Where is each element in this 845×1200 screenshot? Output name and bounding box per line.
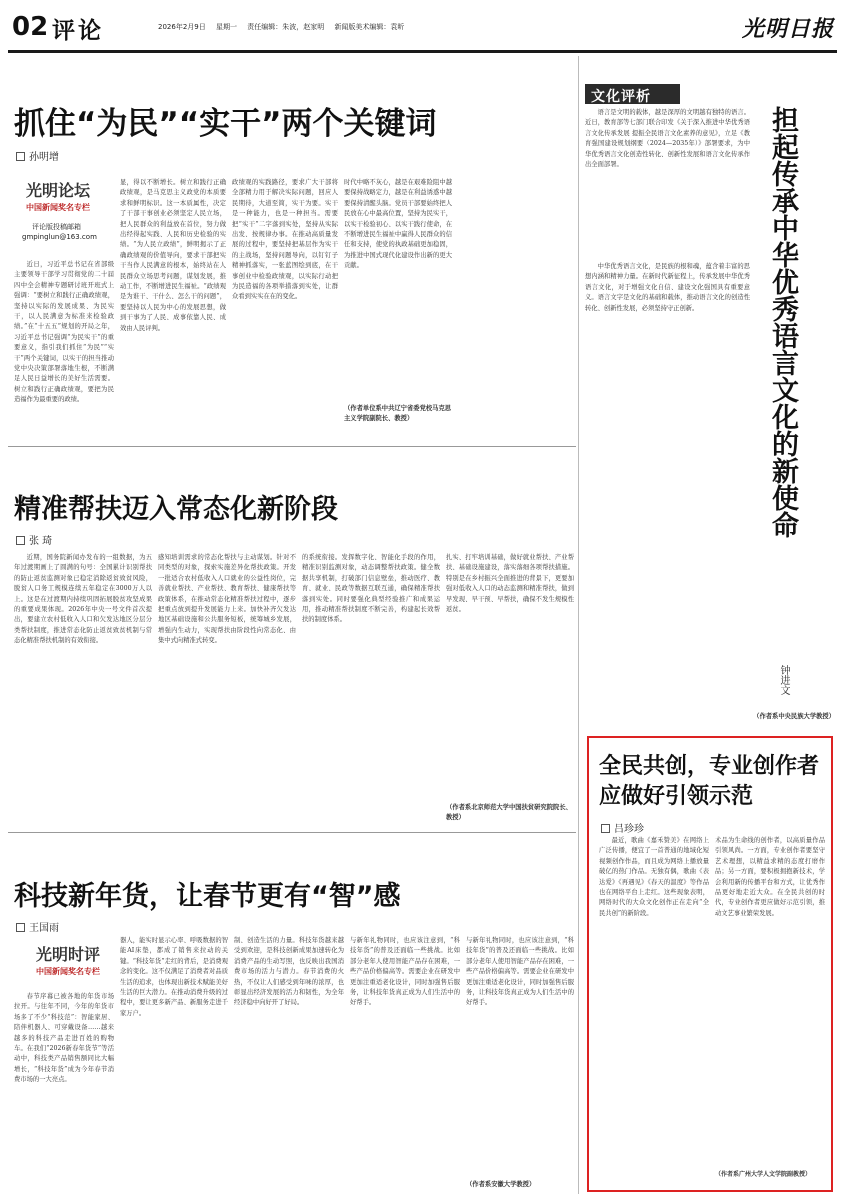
- section-title: 评论: [52, 17, 104, 44]
- article-3-col-1: 春节序幕已被各地的年货市场拉开。与往年不同，今年的年货市场多了不少“科技范”：智能家居、陪伴机器人、可穿戴设备……越来越多的科技产品走进百姓的购物车。在我们“2026新春年货节”等活动中，科技类产品销售额同比大幅增长，“科技年货”成为今年春节消费市场的一大亮点。: [14, 993, 114, 1084]
- page-header: [0, 0, 845, 50]
- article-1-col-2: 显，得以不断增长。树立和践行正确政绩观，是马克思主义政党的本质要求和鲜明标识。这一本质属性，决定了干部干事创业必须坚定人民立场，把人民群众的利益放在首位，努力做出经得起实践、人民和历史检验的实绩。“为人民立政绩”，鲜明揭示了正确政绩观的价值导向，要求干部把实干当作人民满意的根本，始终站在人民群众立场思考问题，谋划发展，推动工作，不断增进民生福祉。“政绩观是为谁干、干什么、怎么干的问题”，要坚持以人民为中心的发展思想，做到干事为了人民、成事依靠人民、成效由人民评判。: [120, 179, 226, 332]
- article-1-author: （作者单位系中共辽宁省委党校马克思主义学院副院长、教授）: [344, 405, 452, 422]
- article-3-author: （作者系安徽大学教授）: [466, 1181, 536, 1188]
- header-divider: [8, 50, 837, 53]
- date: 2026年2月9日: [158, 23, 206, 31]
- article-3-byline: 王国雨: [16, 919, 59, 934]
- column-box-guangming-forum: [14, 170, 114, 260]
- editors: 责任编辑：朱波，赵家明: [247, 23, 325, 31]
- article-4-headline: 担起传承中华优秀语言文化的新使命: [767, 106, 798, 538]
- forum-subtitle: 中国新闻奖名专栏: [26, 203, 90, 212]
- article-2-col-1: 近期，国务院新闻办发布的一组数据，为五年过渡期画上了圆满的句号：全国累计识别帮扶的防止返贫监测对象已稳定消除返贫致贫风险，脱贫人口务工规模连续五年稳定在3000万人以上。这是在过渡期内持续巩固拓展脱贫攻坚成果的重要成果体现。2026年中央一号文件首次提出，要建立农村低收入人口和欠发达地区分层分类帮扶制度，推进常态化防止返贫致贫机制与常态化精准帮扶机制的有效衔接。: [14, 554, 152, 645]
- article-4-col-1: 语言是文明的载体，越是深厚的文明越有独特的语言。近日，教育部等七部门联合印发《关于深入推进中华优秀语言文化传承发展 提振全民语言文化素养的意见》，立足《教育强国建设规划纲要（2024—2035年）》部署要求，为中华优秀语言文化创造性转化、创新性发展和语言文化传承作出全面部署。: [585, 109, 750, 169]
- date-line: [158, 22, 404, 32]
- article-4-byline: 钟进文: [778, 665, 789, 695]
- article-4-col-2: 中华优秀语言文化，是民族的根和魂，蕴含着丰富的思想内涵和精神力量。在新时代新征程上，传承发展中华优秀语言文化，对于增强文化自信、建设文化强国具有重要意义。语言文字是文化的基础和载体，推动语言文化的创造性转化、创新性发展，必须坚持守正创新。: [585, 263, 750, 312]
- article-2-col-3: 的系统衔接。发挥数字化、智能化手段的作用，精准识别监测对象，动态调整帮扶政策。健全数据共享机制，打破部门信息壁垒，推动医疗、教育、就业、民政等数据互联互通，确保精准帮扶落到实处。同时要强化典型经验推广和成果运用，推动精准帮扶制度不断完善，构建起长效帮扶的制度体系。: [302, 554, 440, 624]
- article-1-col-1: 近日，习近平总书记在省部级主要领导干部学习贯彻党的二十届四中全会精神专题研讨班开班式上强调：“要树立和践行正确政绩观，坚持以实际的发展成果、为民实干，以人民满意为标准来检验政绩。”在“十五五”规划的开局之年，习近平总书记强调“为民实干”的重要意义，指引我们抓住“为民”“实干”两个关键词，以实干的担当推动党中央决策部署落地生根，不断满足人民日益增长的美好生活需要。树立和践行正确政绩观，要把为民造福作为最重要的政绩。: [14, 261, 114, 404]
- comment-title: 光明时评: [36, 945, 101, 964]
- article-4-author: （作者系中央民族大学教授）: [753, 713, 835, 720]
- divider-2: [8, 832, 576, 833]
- article-3-col-4: 与新年礼物同时，也应该注意到，“科技年货”的普及还面临一些挑战。比如部分老年人使用智能产品存在困难，一些产品价格偏高等。需要企业在研发中更加注重适老化设计，同时加强售后服务，让科技年货真正成为人们生活中的好帮手。: [350, 937, 460, 1007]
- article-2-author: （作者系北京师范大学中国扶贫研究院院长、教授）: [446, 804, 572, 821]
- vertical-divider: [578, 56, 579, 1194]
- news-editor: 新闻版美术编辑：袁昕: [334, 23, 405, 31]
- article-5-box: [587, 736, 833, 1192]
- article-5-col-1: 最近，歌曲《嘉禾赞美》在网络上广泛传播，便宜了一首普通的地域化短视频创作作品，而且成为网络上播放量破亿的热门作品。无独有偶，歌曲《表达爱》《再遇见》《春天的温度》等作品也在网络平台上走红。这些现象表明，网络时代的大众文化创作正在走向“全民共创”的新阶段。: [599, 837, 709, 917]
- article-2-headline: 精准帮扶迈入常态化新阶段: [14, 494, 338, 525]
- comment-subtitle: 中国新闻奖名专栏: [36, 967, 100, 976]
- culture-tag-label: 文化评析: [591, 89, 651, 105]
- article-2-byline: 张 琦: [16, 532, 52, 547]
- article-1-headline: 抓住“为民”“实干”两个关键词: [14, 106, 437, 142]
- weekday: 星期一: [215, 23, 237, 31]
- article-3-headline: 科技新年货，让春节更有“智”感: [14, 881, 401, 912]
- divider-1: [8, 446, 576, 447]
- article-3-col-3: 制、创造生活的力量。科技年货越来越受到欢迎，是科技创新成果加速转化为消费产品的生动写照，也反映出我国消费市场的活力与潜力。春节消费的火热，不仅让人们感受到年味的浓厚，也彰显出经济发展的活力和韧性，为全年经济稳中向好开了好局。: [234, 937, 344, 1007]
- article-2-col-2: 感知培训需求的常态化帮扶与主动谋划。针对不同类型的对象，探索实施差异化帮扶政策。开发一批适合农村低收入人口就业的公益性岗位，完善就业帮扶、产业帮扶、教育帮扶、健康帮扶等政策体系，在推动常态化精准帮扶过程中，逐步把重点放到提升发展能力上来。加快补齐欠发达地区基础设施和公共服务短板，统筹城乡发展，增强内生动力，实现帮扶由阶段性向常态化、由集中式向精准式转变。: [158, 554, 296, 645]
- masthead-logo: 光明日报: [742, 16, 835, 42]
- page-number: 02: [12, 12, 49, 42]
- article-1-col-3: 政绩观的实践路径，要求广大干部将全部精力用于解决实际问题，回应人民期待，大道至简，实干为要。实干是一种能力，也是一种担当。需要把“实干”二字落到实处，坚持从实际出发、按规律办事。在推动高质量发展的过程中，要坚持把基层作为实干的主战场，坚持问题导向，以钉钉子精神抓落实，一张蓝图绘到底，在干事创业中检验政绩观，以实际行动把为民造福的各项举措落到实处，让群众看到实实在在的变化。: [232, 179, 338, 301]
- article-3-col-5: 与新年礼物同时，也应该注意到，“科技年货”的普及还面临一些挑战。比如部分老年人使用智能产品存在困难，一些产品价格偏高等。需要企业在研发中更加注重适老化设计，同时加强售后服务，让科技年货真正成为人们生活中的好帮手。: [466, 937, 574, 1007]
- forum-mail-label: 评论版投稿邮箱: [32, 223, 81, 231]
- article-1-col-4: 时代中略不灰心，越是在艰难险阻中越要保持战略定力，越是在利益诱惑中越要保持清醒头脑。党员干部要始终把人民放在心中最高位置，坚持为民实干，以实干检验初心、以实干践行使命，在不断增进民生福祉中赢得人民群众的信任和支持，使党的执政基础更加稳固，为推进中国式现代化建设作出新的更大贡献。: [344, 179, 452, 270]
- article-5-col-2: 术品为生命线的创作者，以高质量作品引领风尚。一方面，专业创作者要坚守艺术理想，以精益求精的态度打磨作品；另一方面，要积极拥抱新技术，学会利用新的传播平台和方式，让优秀作品更好地走近大众。在全民共创的时代，专业创作者更应做好示范引领，推动文艺事业繁荣发展。: [715, 837, 825, 917]
- culture-tag: [585, 84, 680, 104]
- article-5-byline: 吕珍珍: [601, 820, 644, 835]
- forum-title: 光明论坛: [26, 181, 91, 200]
- article-3-col-2: 器人，能实时显示心率、呼吸数据的智能AI床垫，都成了销售来拉动的关键。“科技年货”走红的背后，是消费观念的变化。这不仅满足了消费者对品质生活的追求，也体现出新技术赋能美好生活的巨大潜力。在推动消费升级的过程中，要让更多新产品、新服务走进千家万户。: [120, 937, 228, 1017]
- column-box-guangming-comment: [14, 936, 114, 996]
- forum-mail: gmpinglun@163.com: [22, 233, 97, 241]
- article-2-col-4: 扎实、打牢培训基础，做好就业帮扶、产业帮扶、基础设施建设，落实落细各项帮扶措施。特别是在乡村振兴全面推进的背景下，更要加强对低收入人口的动态监测和精准帮扶，做到早发现、早干预、早帮扶，确保不发生规模性返贫。: [446, 554, 574, 614]
- article-1-byline: 孙明增: [16, 148, 59, 163]
- article-5-headline: 全民共创，专业创作者应做好引领示范: [599, 754, 820, 809]
- article-5-author: （作者系广州大学人文学院副教授）: [715, 1171, 812, 1178]
